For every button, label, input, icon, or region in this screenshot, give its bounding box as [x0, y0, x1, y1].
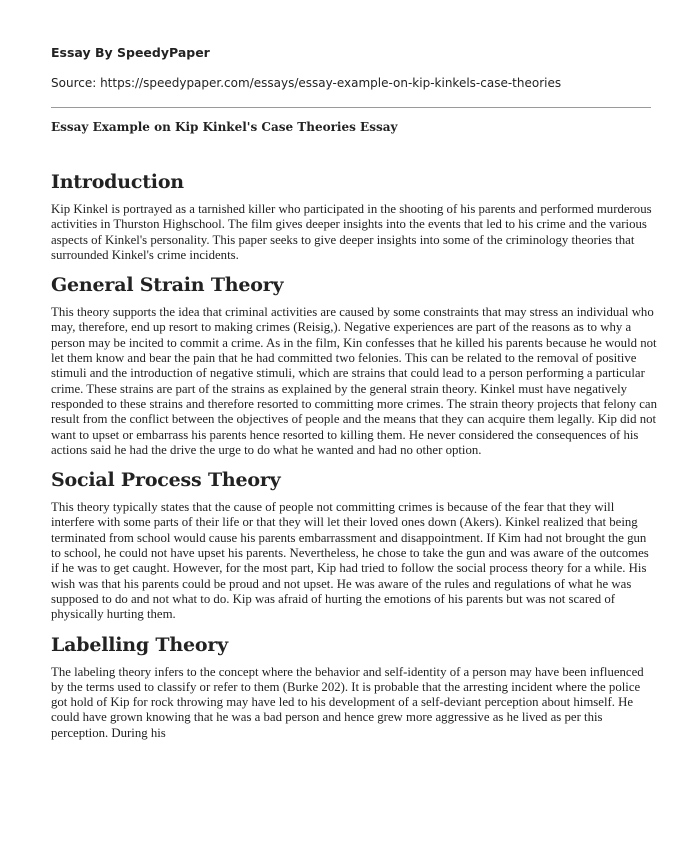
- section-paragraph: The labeling theory infers to the concept where the behavior and self-identity of a person may have been influenced by the terms used to classify or refer to them (Burke 202). It is probable that the arresting incident where the police got hold of Kip for rock throwing may have led to his development of a self-deviant perception about himself. He could have grown knowing that he was a bad person and hence grew more aggressive as he lived as per this perception. During his: [51, 664, 644, 740]
- section-heading: Labelling Theory: [51, 633, 228, 656]
- document-header: [51, 44, 661, 92]
- essay-title: Essay Example on Kip Kinkel's Case Theories Essay: [51, 120, 398, 134]
- source-line: Source: https://speedypaper.com/essays/essay-example-on-kip-kinkels-case-theories: [51, 76, 562, 90]
- section-heading: General Strain Theory: [51, 274, 284, 297]
- header-divider: [51, 107, 651, 108]
- section-paragraph: Kip Kinkel is portrayed as a tarnished killer who participated in the shooting of his parents and performed murderous activities in Thurston Highschool. The film gives deeper insights into the events that led to his crime and the various aspects of Kinkel's personality. This paper seeks to give deeper insights into some of the criminology theories that surrounded Kinkel's crime incidents.: [51, 202, 652, 262]
- section-social-process-theory: [51, 466, 657, 622]
- section-paragraph: This theory typically states that the cause of people not committing crimes is because of the fear that they will interfere with some parts of their life or that they will let their loved ones down (Akers). Kinkel realized that being terminated from school would cause his parents embarrassment and disappointment. If Kim had not brought the gun to school, he could not have upset his parents. Nevertheless, he chose to take the gun and was aware of the outcomes if he was to get caught. However, for the most part, Kip had tried to follow the social process theory for a while. His wish was that his parents could be proud and not upset. He was aware of the rules and regulations of what he was supposed to do and not what to do. Kip was afraid of hurting the emotions of his parents but was not scared of physically hurting them.: [51, 500, 649, 622]
- section-general-strain-theory: [51, 271, 657, 458]
- section-heading: Introduction: [51, 171, 184, 193]
- section-heading: Social Process Theory: [51, 469, 281, 492]
- section-labelling-theory: [51, 631, 657, 741]
- brand-label: Essay By SpeedyPaper: [51, 45, 210, 60]
- section-paragraph: This theory supports the idea that criminal activities are caused by some constraints that may stress an individual who may, therefore, end up resort to making crimes (Reisig,). Negative experiences are part of the reasons as to why a person may be incited to commit a crime. As in the film, Kin confesses that he killed his parents because he would not let them know and bear the pain that he had committed two felonies. This can be related to the removal of positive stimuli and the introduction of negative stimuli, which are strains that could lead to a person performing a particular crime. These strains are part of the strains as explained by the general strain theory. Kinkel must have negatively responded to these strains and therefore resorted to committing more crimes. The strain theory projects that felony can result from the conflict between the objectives of people and the means that they can acquire them legally. Kip did not want to upset or embarrass his parents hence resorted to killing them. He never considered the consequences of his actions said he had the drive the urge to do what he wanted and had no other option.: [51, 305, 658, 457]
- essay-body: [51, 168, 657, 749]
- section-introduction: [51, 168, 657, 263]
